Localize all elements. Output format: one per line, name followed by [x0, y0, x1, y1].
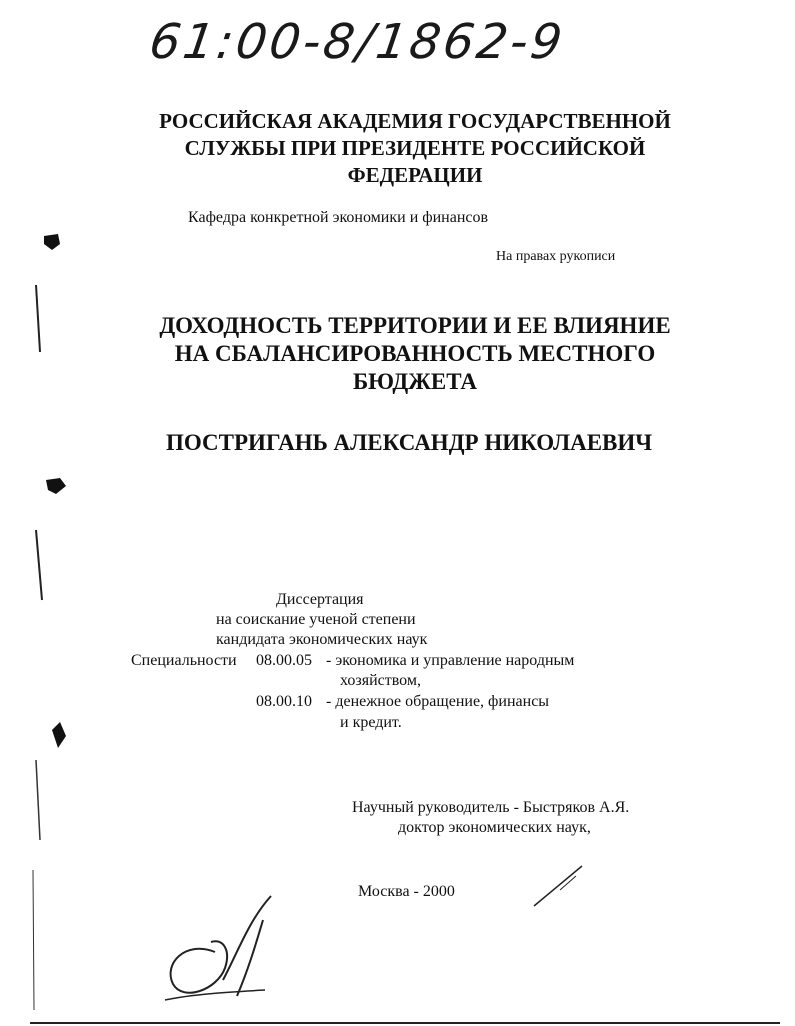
scan-mark-blot [44, 234, 60, 250]
scan-mark-blot [46, 478, 66, 494]
department: Кафедра конкретной экономики и финансов [188, 209, 489, 226]
dissertation-label: Диссертация [276, 591, 364, 608]
academy-name [130, 108, 700, 189]
specialty-1-code: 08.00.05 [256, 652, 312, 669]
academy-line-3: ФЕДЕРАЦИИ [347, 163, 483, 187]
scan-mark-blot [52, 722, 66, 748]
scan-mark-line [36, 530, 42, 600]
title-line-2: НА СБАЛАНСИРОВАННОСТЬ МЕСТНОГО [174, 341, 656, 366]
degree-line-2: кандидата экономических наук [216, 631, 428, 648]
specialty-1-continued: хозяйством, [340, 672, 421, 689]
supervisor-line-1: Научный руководитель - Быстряков А.Я. [352, 799, 630, 816]
specialty-2-code: 08.00.10 [256, 693, 312, 710]
author-name: ПОСТРИГАНЬ АЛЕКСАНДР НИКОЛАЕВИЧ [166, 430, 653, 455]
degree-line-1: на соискание ученой степени [216, 611, 416, 628]
specialty-1-name: - экономика и управление народным [326, 652, 575, 669]
title-line-1: ДОХОДНОСТЬ ТЕРРИТОРИИ И ЕЕ ВЛИЯНИЕ [159, 313, 671, 338]
specialty-2-name: - денежное обращение, финансы [326, 693, 550, 710]
handwritten-signature [145, 890, 285, 1010]
place-year: Москва - 2000 [358, 883, 455, 900]
dissertation-title [140, 312, 690, 396]
signature-stroke [530, 860, 590, 910]
title-line-3: БЮДЖЕТА [352, 369, 478, 394]
scan-mark-line [36, 760, 40, 840]
left-margin-marks [0, 0, 80, 1026]
specialty-2-continued: и кредит. [340, 714, 402, 731]
archive-number: 61:00-8/1862-9 [146, 14, 569, 70]
academy-line-2: СЛУЖБЫ ПРИ ПРЕЗИДЕНТЕ РОССИЙСКОЙ [184, 136, 646, 160]
supervisor-line-2: доктор экономических наук, [398, 819, 591, 836]
scan-mark-line [36, 285, 40, 352]
academy-line-1: РОССИЙСКАЯ АКАДЕМИЯ ГОСУДАРСТВЕННОЙ [159, 109, 671, 133]
manuscript-rights: На правах рукописи [496, 249, 616, 264]
scan-mark-line [33, 870, 34, 1010]
specialty-label: Специальности [131, 652, 237, 669]
bottom-scan-line [30, 1022, 780, 1024]
